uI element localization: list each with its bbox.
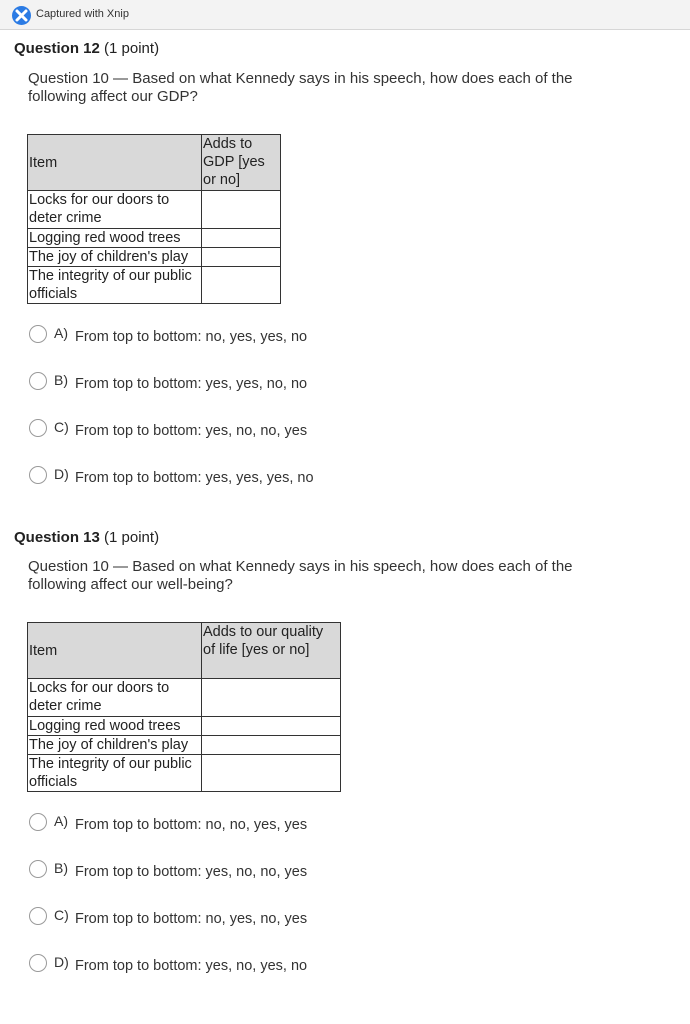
question-13-prompt: Question 10 — Based on what Kennedy says in his speech, how does each of the following affect our well-being?	[28, 558, 573, 593]
table-row	[28, 267, 281, 304]
row-answer-cell	[202, 717, 341, 736]
radio-button[interactable]	[29, 907, 47, 925]
row-item: Logging red wood trees	[28, 229, 202, 248]
table-row	[28, 229, 281, 248]
header-item: Item	[28, 135, 202, 191]
capture-caption: Captured with Xnip	[36, 8, 129, 20]
option-text: From top to bottom: yes, no, no, yes	[75, 864, 308, 880]
option-text: From top to bottom: yes, yes, no, no	[75, 376, 308, 392]
question-12-title	[14, 40, 159, 57]
question-number: Question 12	[14, 40, 100, 57]
row-answer-cell	[202, 191, 281, 229]
row-item: The integrity of our public officials	[28, 755, 202, 792]
option-text: From top to bottom: no, yes, no, yes	[75, 911, 308, 927]
row-answer-cell	[202, 267, 281, 304]
radio-button[interactable]	[29, 954, 47, 972]
option-letter: B)	[54, 860, 68, 876]
table-row	[28, 736, 341, 755]
xnip-logo-icon	[12, 6, 31, 25]
option-text: From top to bottom: yes, no, yes, no	[75, 958, 308, 974]
question-13-title	[14, 529, 159, 546]
option-letter: C)	[54, 419, 69, 435]
table-row	[28, 191, 281, 229]
radio-button[interactable]	[29, 466, 47, 484]
row-answer-cell	[202, 755, 341, 792]
row-answer-cell	[202, 229, 281, 248]
row-item: The joy of children's play	[28, 736, 202, 755]
row-item: Logging red wood trees	[28, 717, 202, 736]
row-answer-cell	[202, 248, 281, 267]
table-row	[28, 755, 341, 792]
question-12-table	[27, 134, 281, 304]
capture-bar	[0, 0, 690, 30]
question-number: Question 13	[14, 529, 100, 546]
table-row	[28, 717, 341, 736]
header-item: Item	[28, 623, 202, 679]
radio-button[interactable]	[29, 372, 47, 390]
question-12-prompt: Question 10 — Based on what Kennedy says in his speech, how does each of the following affect our GDP?	[28, 70, 573, 105]
row-item: The integrity of our public officials	[28, 267, 202, 304]
header-value: Adds to GDP [yes or no]	[202, 135, 281, 191]
option-letter: A)	[54, 325, 68, 341]
option-letter: C)	[54, 907, 69, 923]
option-letter: A)	[54, 813, 68, 829]
radio-button[interactable]	[29, 813, 47, 831]
table-header-row	[28, 623, 341, 679]
option-letter: D)	[54, 466, 69, 482]
radio-button[interactable]	[29, 325, 47, 343]
question-13-table	[27, 622, 341, 792]
question-points: (1 point)	[104, 529, 160, 546]
table-header-row	[28, 135, 281, 191]
row-answer-cell	[202, 736, 341, 755]
row-item: Locks for our doors to deter crime	[28, 679, 202, 717]
radio-button[interactable]	[29, 860, 47, 878]
radio-button[interactable]	[29, 419, 47, 437]
option-letter: D)	[54, 954, 69, 970]
table-row	[28, 679, 341, 717]
question-points: (1 point)	[104, 40, 160, 57]
table-row	[28, 248, 281, 267]
option-text: From top to bottom: yes, no, no, yes	[75, 423, 308, 439]
row-item: The joy of children's play	[28, 248, 202, 267]
header-value: Adds to our quality of life [yes or no]	[202, 623, 341, 679]
option-text: From top to bottom: no, yes, yes, no	[75, 329, 308, 345]
row-answer-cell	[202, 679, 341, 717]
row-item: Locks for our doors to deter crime	[28, 191, 202, 229]
option-letter: B)	[54, 372, 68, 388]
option-text: From top to bottom: yes, yes, yes, no	[75, 470, 314, 486]
option-text: From top to bottom: no, no, yes, yes	[75, 817, 308, 833]
